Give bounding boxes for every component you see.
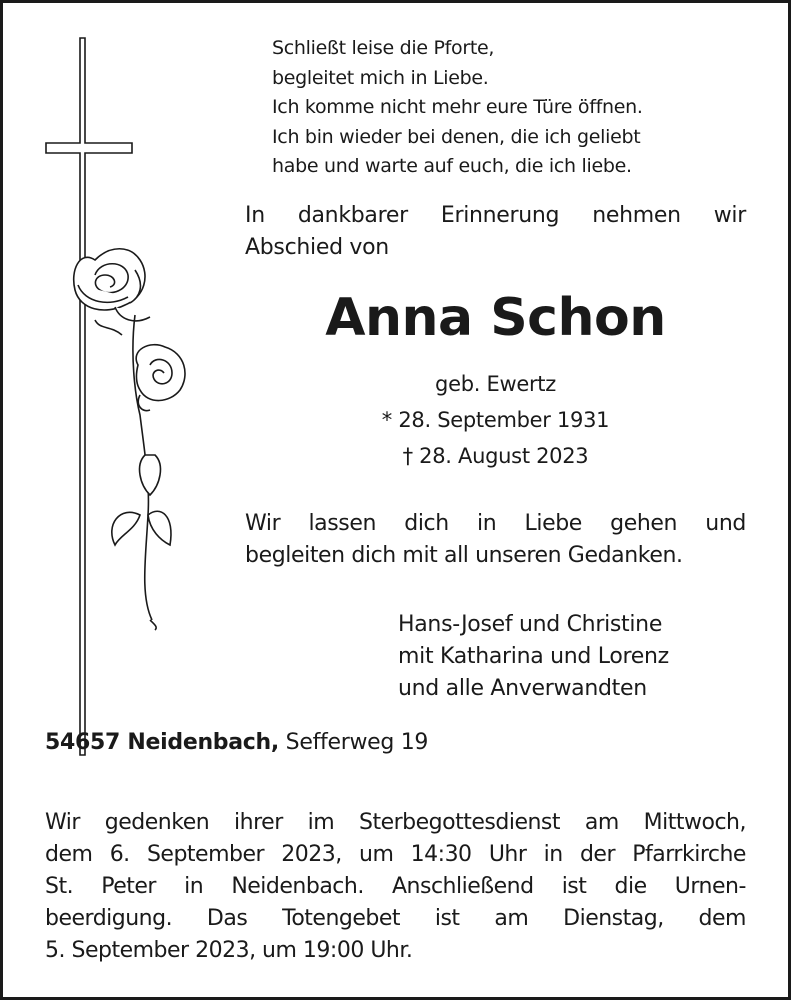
service-word: Anschließend — [391, 874, 534, 899]
deceased-name: Anna Schon — [325, 288, 666, 348]
service-line: 5. September 2023, um 19:00 Uhr. — [45, 938, 413, 963]
intro-word: nehmen — [592, 203, 681, 228]
farewell-line-2: begleiten dich mit all unseren Gedanken. — [245, 543, 683, 568]
service-word: dem — [698, 906, 746, 931]
service-word: am — [494, 906, 529, 931]
service-word: Dienstag, — [563, 906, 664, 931]
service-word: September — [146, 842, 265, 867]
service-word: im — [307, 810, 335, 835]
service-word: Pfarrkirche — [632, 842, 746, 867]
service-word: in — [543, 842, 563, 867]
service-word: dem — [45, 842, 93, 867]
life-dates — [245, 366, 746, 474]
address-street: Sefferweg 19 — [285, 730, 429, 755]
address — [45, 730, 428, 755]
farewell-word: Wir — [245, 511, 281, 536]
poem-line: habe und warte auf euch, die ich liebe. — [272, 155, 632, 177]
service-word: 2023, — [281, 842, 342, 867]
intro-word: Erinnerung — [440, 203, 560, 228]
service-word: ist — [434, 906, 460, 931]
service-word: Urnen- — [674, 874, 746, 899]
mourner-line: mit Katharina und Lorenz — [398, 644, 669, 669]
service-word: 14:30 — [410, 842, 472, 867]
farewell-word: Liebe — [524, 511, 582, 536]
service-word: 6. — [109, 842, 130, 867]
service-word: der — [579, 842, 616, 867]
service-word: um — [359, 842, 394, 867]
service-word: beerdigung. — [45, 906, 173, 931]
farewell-text — [245, 508, 746, 572]
service-line — [45, 903, 746, 935]
service-word: Sterbegottesdienst — [359, 810, 561, 835]
birth-name: geb. Ewertz — [435, 372, 556, 396]
service-line — [45, 807, 746, 839]
service-word: Uhr — [488, 842, 527, 867]
service-word: Mittwoch, — [643, 810, 746, 835]
cross-with-roses-illustration — [40, 35, 210, 765]
birth-date: * 28. September 1931 — [381, 408, 610, 432]
service-word: Wir — [45, 810, 80, 835]
service-word: gedenken — [104, 810, 210, 835]
intro-word: dankbarer — [297, 203, 408, 228]
intro-text — [245, 200, 746, 264]
service-word: St. — [45, 874, 74, 899]
mourner-line: Hans-Josef und Christine — [398, 612, 663, 637]
service-word: die — [614, 874, 647, 899]
service-line — [45, 871, 746, 903]
service-word: ihrer — [234, 810, 283, 835]
farewell-word: und — [705, 511, 746, 536]
rose-icon-2 — [136, 345, 185, 411]
farewell-word: lassen — [308, 511, 377, 536]
mourners — [398, 609, 669, 705]
farewell-word: dich — [404, 511, 449, 536]
service-word: ist — [561, 874, 587, 899]
poem-line: Schließt leise die Pforte, — [272, 37, 495, 59]
intro-word: wir — [713, 203, 746, 228]
address-place: 54657 Neidenbach, — [45, 730, 279, 755]
service-word: am — [584, 810, 619, 835]
service-info — [45, 807, 746, 967]
farewell-word: gehen — [610, 511, 678, 536]
farewell-word: in — [477, 511, 497, 536]
intro-line-2: Abschied von — [245, 235, 389, 260]
poem-line: Ich bin wieder bei denen, die ich geliebt — [272, 125, 641, 148]
death-date: † 28. August 2023 — [402, 444, 589, 468]
service-word: in — [184, 874, 204, 899]
service-word: Totengebet — [282, 906, 401, 931]
poem-line: begleitet mich in Liebe. — [272, 66, 489, 89]
poem-line: Ich komme nicht mehr eure Türe öffnen. — [272, 96, 643, 118]
cross-icon — [46, 38, 132, 755]
service-word: Neidenbach. — [231, 874, 364, 899]
service-word: Das — [206, 906, 248, 931]
mourner-line: und alle Anverwandten — [398, 676, 647, 701]
intro-word: In — [245, 203, 265, 228]
service-line — [45, 839, 746, 871]
memorial-poem — [272, 34, 643, 182]
service-word: Peter — [101, 874, 156, 899]
